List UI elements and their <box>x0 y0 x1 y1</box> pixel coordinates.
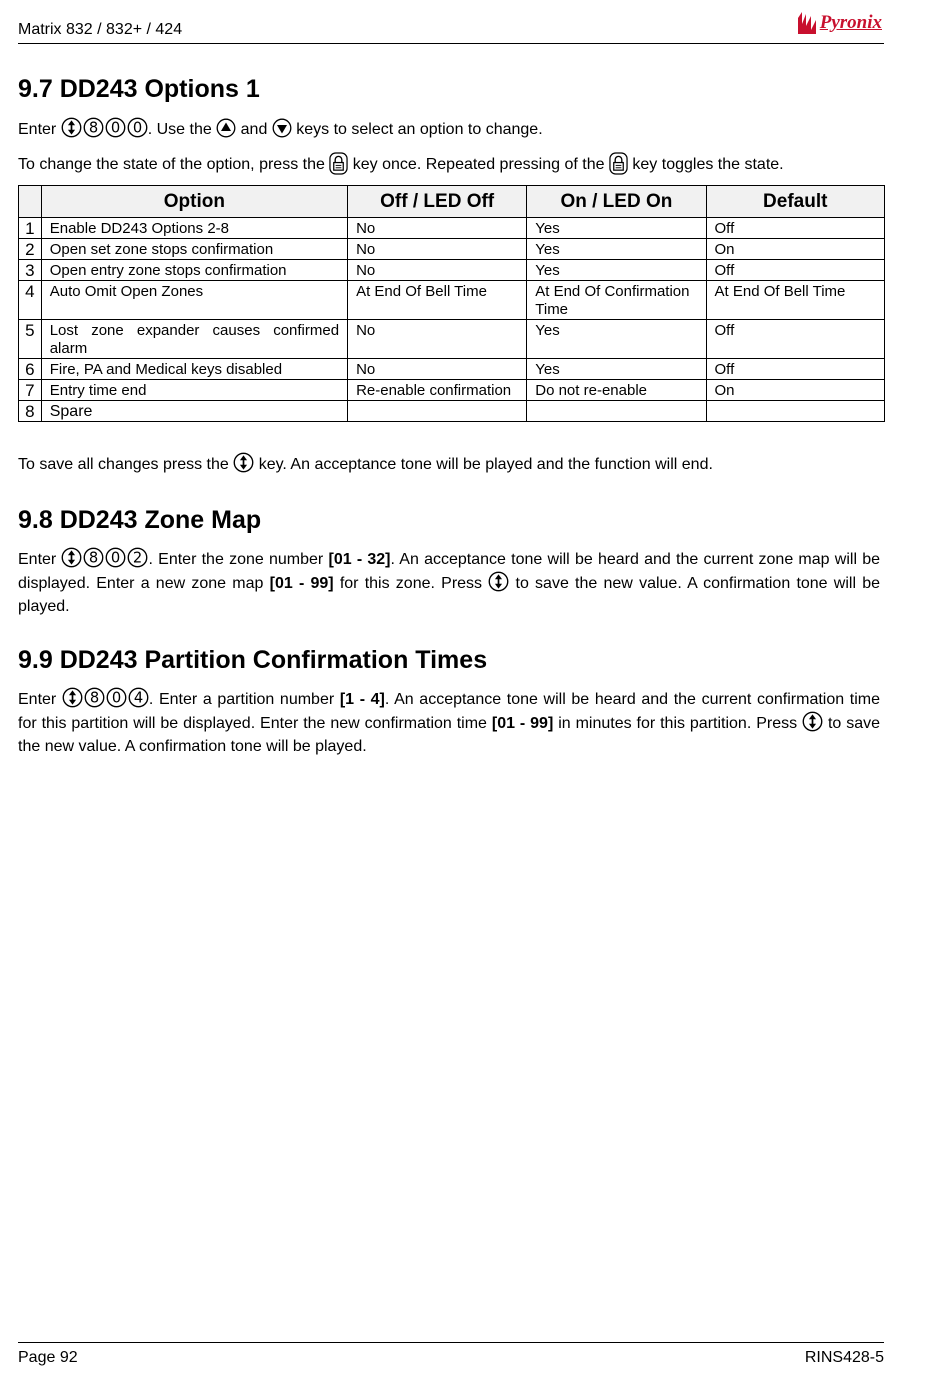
off-cell: No <box>348 218 527 239</box>
up-arrow-key-icon <box>216 118 236 138</box>
options-table <box>18 185 885 422</box>
instruction-toggle-state <box>18 152 880 176</box>
table-row <box>19 218 885 239</box>
pyronix-logo <box>796 10 882 36</box>
instruction-enter-keys <box>18 117 880 141</box>
svg-text:8: 8 <box>88 119 98 137</box>
svg-text:2: 2 <box>133 549 143 567</box>
header-cell: Option <box>41 186 347 218</box>
table-row <box>19 380 885 401</box>
digit-key-icon <box>83 547 104 568</box>
option-cell: Open entry zone stops confirmation <box>41 260 347 281</box>
on-cell: Do not re-enable <box>527 380 706 401</box>
digit-key-icon <box>127 117 148 138</box>
table-row <box>19 281 885 320</box>
digit-key-icon <box>83 117 104 138</box>
text: Enter <box>18 551 57 568</box>
digit-key-icon <box>84 687 105 708</box>
off-cell: No <box>348 320 527 359</box>
table-row <box>19 401 885 422</box>
document-title: Matrix 832 / 832+ / 424 <box>18 21 183 38</box>
instruction-save-changes <box>18 452 880 476</box>
lock-key-icon <box>329 152 348 175</box>
svg-text:8: 8 <box>89 689 100 707</box>
digit-key-icon <box>127 547 148 568</box>
row-number: 2 <box>19 239 42 260</box>
default-cell: At End Of Bell Time <box>706 281 884 320</box>
text: . Use the <box>147 121 212 138</box>
svg-text:8: 8 <box>89 549 99 567</box>
option-cell: Spare <box>41 401 347 422</box>
down-arrow-key-icon <box>272 118 292 138</box>
text: to save the new value. A confirmation tone will be played. <box>18 715 881 755</box>
row-number: 8 <box>19 401 42 422</box>
header-cell: Off / LED Off <box>348 186 527 218</box>
off-cell: Re-enable confirmation <box>348 380 527 401</box>
zone-map-instructions <box>18 547 880 618</box>
svg-text:0: 0 <box>111 549 121 567</box>
off-cell: No <box>348 260 527 281</box>
text: for this zone. Press <box>333 575 483 592</box>
page-number: Page 92 <box>18 1349 78 1366</box>
program-key-icon <box>802 711 823 732</box>
default-cell: Off <box>706 359 884 380</box>
default-cell: On <box>706 239 884 260</box>
text: Enter <box>18 121 57 138</box>
text: . An acceptance tone will be heard and the current confirmation time for this partition will be displayed. Enter the new confirmation time <box>18 691 881 732</box>
document-code: RINS428-5 <box>804 1349 884 1366</box>
text: . Enter the zone number <box>148 551 329 568</box>
lock-key-icon <box>609 152 628 175</box>
header-cell <box>19 186 42 218</box>
text: to save the new value. A confirmation tone will be played. <box>18 575 881 615</box>
on-cell: Yes <box>527 218 706 239</box>
off-cell: No <box>348 359 527 380</box>
on-cell: Yes <box>527 260 706 281</box>
partition-times-instructions <box>18 687 880 758</box>
text: keys to select an option to change. <box>296 121 543 138</box>
text: key toggles the state. <box>632 156 784 173</box>
page-header <box>18 12 884 44</box>
off-cell: No <box>348 239 527 260</box>
option-cell: Fire, PA and Medical keys disabled <box>41 359 347 380</box>
text: and <box>240 121 268 138</box>
section-heading-9-9: 9.9 DD243 Partition Confirmation Times <box>18 646 488 674</box>
row-number: 1 <box>19 218 42 239</box>
key-sequence <box>61 547 148 568</box>
row-number: 7 <box>19 380 42 401</box>
text: . Enter a partition number <box>148 691 340 708</box>
table-row <box>19 320 885 359</box>
zone-range: [01 - 32] <box>328 551 391 568</box>
on-cell: Yes <box>527 239 706 260</box>
table-row <box>19 359 885 380</box>
option-cell: Enable DD243 Options 2-8 <box>41 218 347 239</box>
on-cell: Yes <box>527 359 706 380</box>
svg-text:4: 4 <box>133 689 144 707</box>
svg-text:0: 0 <box>111 689 122 707</box>
row-number: 4 <box>19 281 42 320</box>
svg-text:0: 0 <box>132 119 142 137</box>
text: key. An acceptance tone will be played and the function will end. <box>258 456 713 473</box>
text: key once. Repeated pressing of the <box>352 156 605 173</box>
digit-key-icon <box>105 547 126 568</box>
svg-text:0: 0 <box>110 119 120 137</box>
zone-map-range: [01 - 99] <box>269 575 334 592</box>
default-cell: Off <box>706 260 884 281</box>
option-cell: Open set zone stops confirmation <box>41 239 347 260</box>
program-key-icon <box>61 117 82 138</box>
default-cell: Off <box>706 320 884 359</box>
table-row <box>19 260 885 281</box>
on-cell <box>527 401 706 422</box>
section-heading-9-8: 9.8 DD243 Zone Map <box>18 506 262 534</box>
row-number: 6 <box>19 359 42 380</box>
header-cell: On / LED On <box>527 186 706 218</box>
default-cell: On <box>706 380 884 401</box>
program-key-icon <box>62 687 83 708</box>
flame-logo-icon <box>796 10 818 36</box>
key-sequence <box>61 117 148 138</box>
program-key-icon <box>61 547 82 568</box>
program-key-icon <box>488 571 509 592</box>
text: To change the state of the option, press the <box>18 156 325 173</box>
option-cell: Lost zone expander causes confirmed alarm <box>41 320 347 359</box>
partition-range: [1 - 4] <box>339 691 385 708</box>
section-heading-9-7: 9.7 DD243 Options 1 <box>18 75 260 103</box>
option-cell: Entry time end <box>41 380 347 401</box>
program-key-icon <box>233 452 254 473</box>
row-number: 3 <box>19 260 42 281</box>
option-cell: Auto Omit Open Zones <box>41 281 347 320</box>
text: . An acceptance tone will be heard and the current zone map will be displayed. Enter a new zone map <box>18 551 881 592</box>
time-range: [01 - 99] <box>491 715 554 732</box>
on-cell: At End Of Confirmation Time <box>527 281 706 320</box>
text: To save all changes press the <box>18 456 229 473</box>
off-cell: At End Of Bell Time <box>348 281 527 320</box>
on-cell: Yes <box>527 320 706 359</box>
text: Enter <box>18 691 57 708</box>
digit-key-icon <box>105 117 126 138</box>
text: in minutes for this partition. Press <box>553 715 798 732</box>
default-cell: Off <box>706 218 884 239</box>
page-footer <box>18 1342 884 1366</box>
logo-wordmark: Pyronix <box>819 12 882 33</box>
table-header-row <box>19 186 885 218</box>
table-row <box>19 239 885 260</box>
off-cell <box>348 401 527 422</box>
digit-key-icon <box>128 687 149 708</box>
row-number: 5 <box>19 320 42 359</box>
default-cell <box>706 401 884 422</box>
key-sequence <box>62 687 149 708</box>
digit-key-icon <box>106 687 127 708</box>
header-cell: Default <box>706 186 884 218</box>
